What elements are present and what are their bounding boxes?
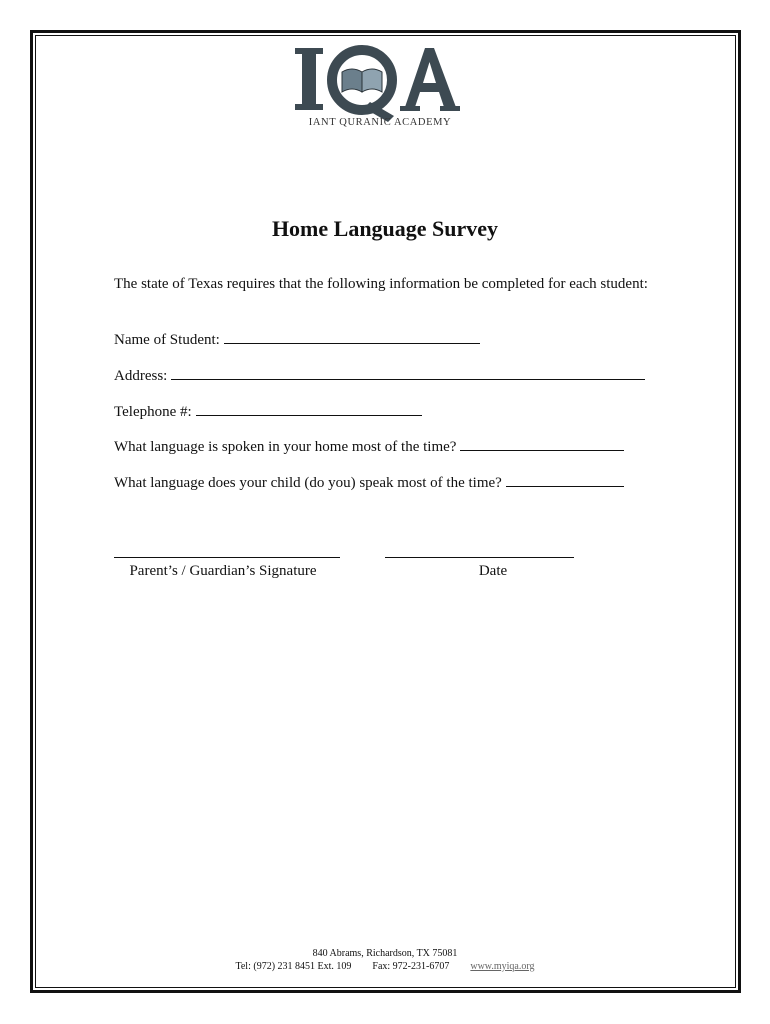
- telephone-label: Telephone #:: [114, 404, 192, 420]
- signature-field[interactable]: [114, 557, 340, 558]
- student-name-row: [114, 329, 480, 349]
- address-row: [114, 365, 645, 385]
- date-field[interactable]: [385, 557, 574, 558]
- signature-label: Parent’s / Guardian’s Signature: [129, 563, 317, 579]
- home-language-label: What language is spoken in your home most of the time?: [114, 439, 457, 455]
- footer-website-link[interactable]: www.myiqa.org: [470, 961, 535, 972]
- footer-tel: Tel: (972) 231 8451 Ext. 109: [235, 961, 352, 972]
- page-border-inner: [35, 35, 736, 988]
- child-language-label: What language does your child (do you) speak most of the time?: [114, 475, 502, 491]
- student-name-label: Name of Student:: [114, 332, 220, 348]
- address-field[interactable]: [171, 365, 645, 380]
- page-title: Home Language Survey: [271, 216, 499, 241]
- academy-name: IANT QURANIC ACADEMY: [308, 117, 452, 128]
- telephone-field[interactable]: [196, 401, 422, 416]
- child-language-row: [114, 472, 624, 492]
- home-language-field[interactable]: [460, 436, 624, 451]
- address-label: Address:: [114, 368, 168, 384]
- student-name-field[interactable]: [224, 329, 480, 344]
- date-label: Date: [478, 563, 508, 579]
- telephone-row: [114, 401, 422, 421]
- intro-text: The state of Texas requires that the following information be completed for each student:: [114, 276, 648, 292]
- home-language-row: [114, 436, 624, 456]
- footer-address: 840 Abrams, Richardson, TX 75081: [312, 948, 458, 959]
- child-language-field[interactable]: [506, 472, 624, 487]
- footer-contact: [0, 961, 770, 972]
- footer-fax: Fax: 972-231-6707: [372, 961, 450, 972]
